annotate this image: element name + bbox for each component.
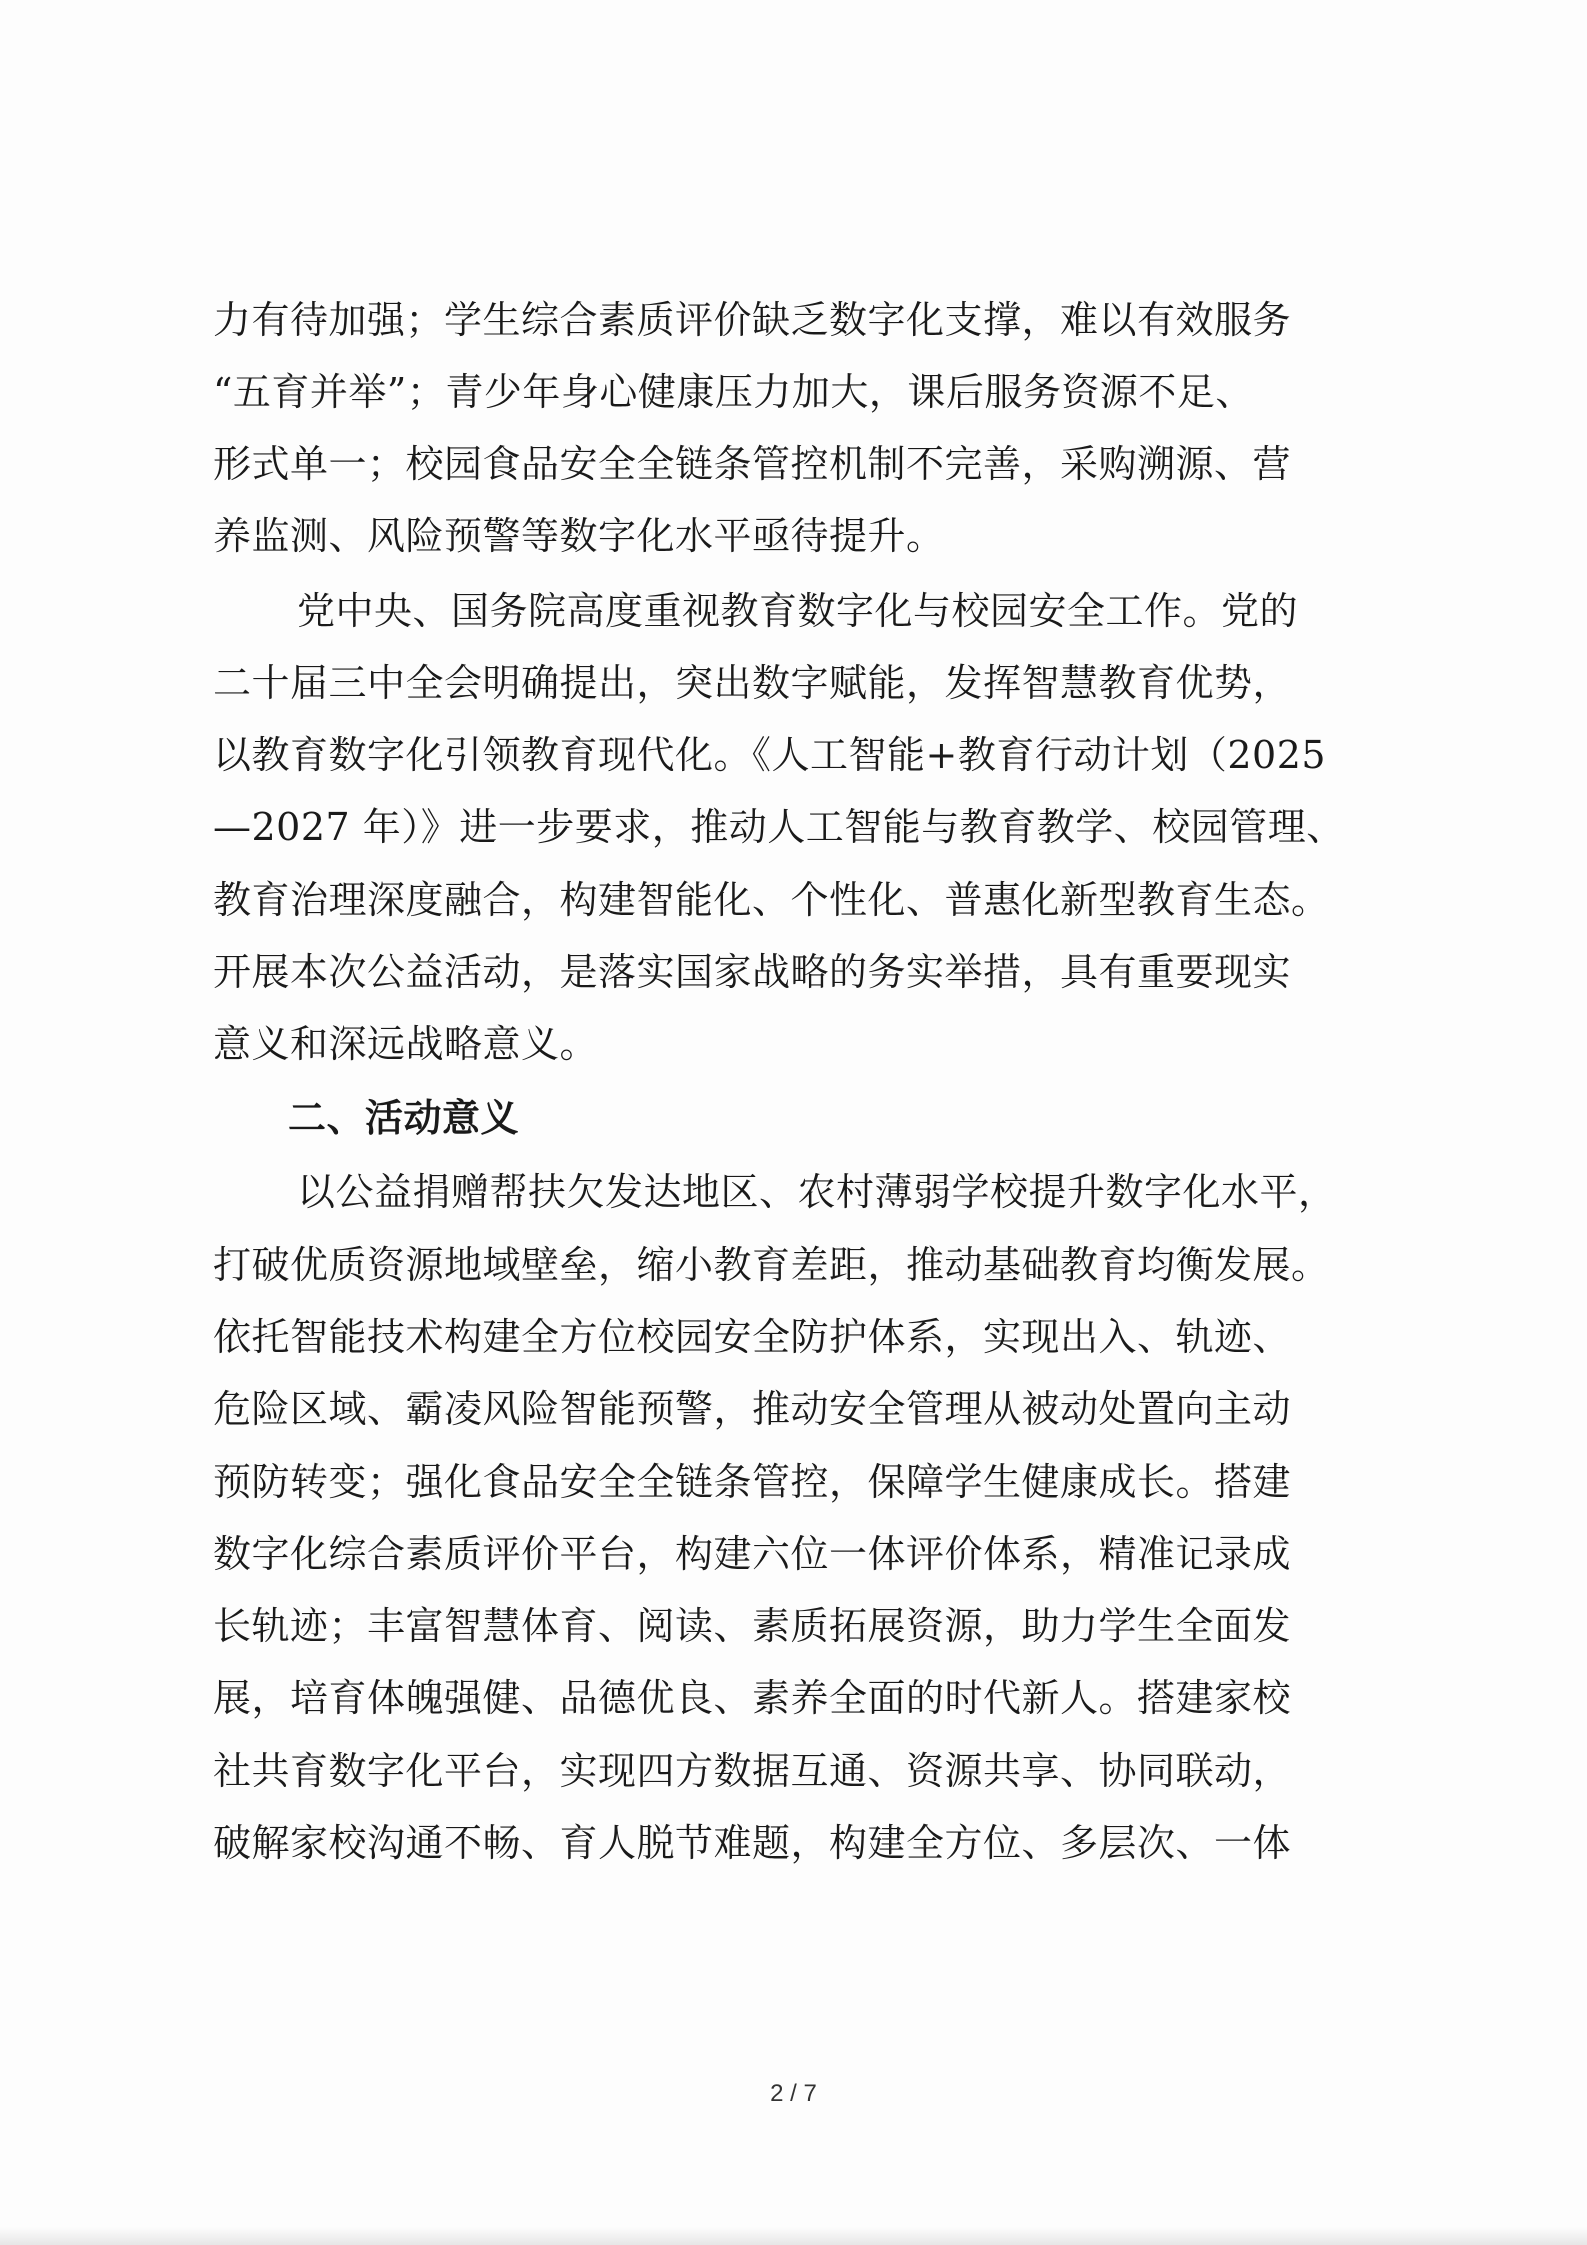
text-line: 教育治理深度融合，构建智能化、个性化、普惠化新型教育生态。 <box>213 878 1330 922</box>
text-line: 开展本次公益活动，是落实国家战略的务实举措，具有重要现实 <box>213 950 1292 994</box>
text-line: 危险区域、霸凌风险智能预警，推动安全管理从被动处置向主动 <box>213 1387 1292 1431</box>
text-line: 长轨迹；丰富智慧体育、阅读、素质拓展资源，助力学生全面发 <box>213 1604 1292 1648</box>
text-line: “五育并举”；青少年身心健康压力加大，课后服务资源不足、 <box>213 370 1254 414</box>
text-line: 预防转变；强化食品安全全链条管控，保障学生健康成长。搭建 <box>213 1460 1292 1504</box>
text-line: 养监测、风险预警等数字化水平亟待提升。 <box>213 514 945 558</box>
text-line: 形式单一；校园食品安全全链条管控机制不完善，采购溯源、营 <box>213 442 1292 486</box>
scan-edge-shadow <box>0 2227 1587 2245</box>
text-line: 意义和深远战略意义。 <box>213 1022 599 1066</box>
page-number: 2 / 7 <box>770 2080 817 2107</box>
text-line: 社共育数字化平台，实现四方数据互通、资源共享、协同联动， <box>213 1749 1292 1793</box>
text-line: 力有待加强；学生综合素质评价缺乏数字化支撑，难以有效服务 <box>213 298 1292 342</box>
text-line: 破解家校沟通不畅、育人脱节难题，构建全方位、多层次、一体 <box>213 1821 1292 1865</box>
paragraph-first-line: 党中央、国务院高度重视教育数字化与校园安全工作。党的 <box>297 589 1299 633</box>
section-heading: 二、活动意义 <box>288 1096 520 1140</box>
paragraph-first-line: 以公益捐赠帮扶欠发达地区、农村薄弱学校提升数字化水平， <box>297 1170 1337 1214</box>
text-line: —2027 年）》进一步要求，推动人工智能与教育教学、校园管理、 <box>213 805 1345 849</box>
text-line: 打破优质资源地域壁垒，缩小教育差距，推动基础教育均衡发展。 <box>213 1243 1330 1287</box>
text-line: 依托智能技术构建全方位校园安全防护体系，实现出入、轨迹、 <box>213 1315 1292 1359</box>
text-line: 展，培育体魄强健、品德优良、素养全面的时代新人。搭建家校 <box>213 1676 1292 1720</box>
text-line: 数字化综合素质评价平台，构建六位一体评价体系，精准记录成 <box>213 1532 1292 1576</box>
text-line: 以教育数字化引领教育现代化。《人工智能+教育行动计划（2025 <box>213 733 1327 777</box>
text-line: 二十届三中全会明确提出，突出数字赋能，发挥智慧教育优势， <box>213 661 1292 705</box>
